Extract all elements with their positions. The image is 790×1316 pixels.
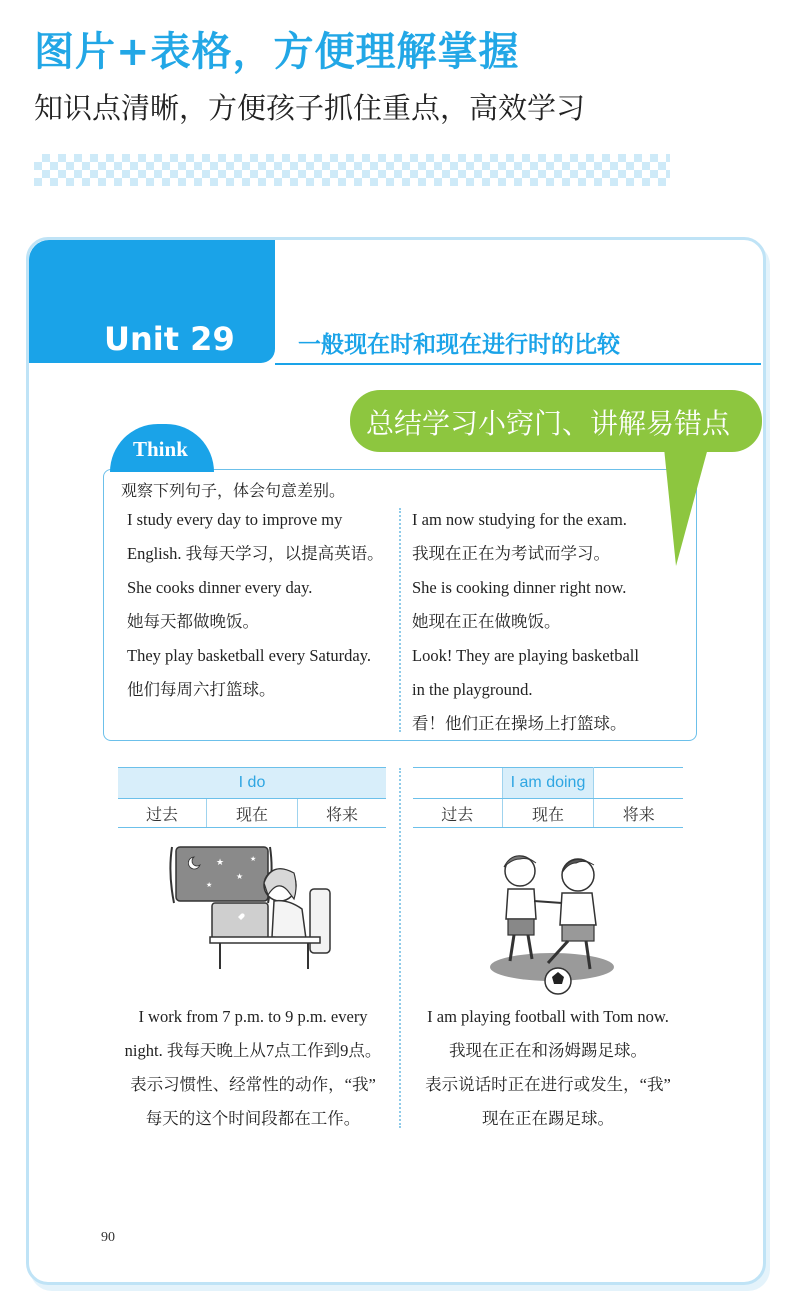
caption-line: 我现在正在和汤姆踢足球。 [449, 1041, 647, 1060]
unit-title: 一般现在时和现在进行时的比较 [298, 332, 620, 358]
svg-text:★: ★ [206, 881, 213, 889]
caption-present-progressive [406, 1000, 690, 1136]
think-left-column [127, 503, 389, 707]
col-past: 过去 [413, 799, 502, 828]
think-right-line: 看！他们正在操场上打篮球。 [412, 714, 627, 733]
caption-line: 表示说话时正在进行或发生，“我” [425, 1075, 671, 1094]
column-divider [399, 768, 401, 1128]
think-right-line: She is cooking dinner right now. [412, 578, 627, 597]
think-right-line: 她现在正在做晚饭。 [412, 612, 561, 631]
table-header: I do [118, 768, 386, 799]
unit-number: Unit 29 [104, 320, 235, 358]
col-present: 现在 [502, 799, 594, 828]
timeline-table-simple [118, 767, 386, 828]
col-future: 将来 [298, 799, 386, 828]
callout-tail [664, 448, 708, 566]
timeline-table-progressive [413, 767, 683, 828]
think-divider [399, 508, 401, 732]
col-past: 过去 [118, 799, 206, 828]
think-left-line: I study every day to improve my [127, 510, 343, 529]
think-right-column [412, 503, 682, 741]
think-instruction: 观察下列句子，体会句意差别。 [121, 483, 346, 500]
unit-underline [275, 363, 761, 365]
caption-line: 表示习惯性、经常性的动作，“我” [130, 1075, 376, 1094]
think-left-line: English. 我每天学习，以提高英语。 [127, 544, 384, 563]
promo-headline: 图片+表格，方便理解掌握 [34, 29, 520, 75]
svg-text:★: ★ [236, 872, 244, 881]
promo-subline: 知识点清晰，方便孩子抓住重点，高效学习 [34, 91, 586, 125]
svg-text:★: ★ [250, 855, 257, 863]
think-label: Think [133, 437, 188, 461]
girl-working-illustration [160, 843, 340, 971]
think-left-line: 他们每周六打篮球。 [127, 680, 276, 699]
think-left-line: She cooks dinner every day. [127, 578, 313, 597]
page-number: 90 [101, 1230, 115, 1245]
caption-line: I am playing football with Tom now. [427, 1007, 669, 1026]
think-right-line: in the playground. [412, 680, 533, 699]
caption-line: 每天的这个时间段都在工作。 [145, 1109, 361, 1128]
col-present: 现在 [206, 799, 297, 828]
think-right-line: 我现在正在为考试而学习。 [412, 544, 610, 563]
caption-line: 现在正在踢足球。 [482, 1109, 614, 1128]
table-header: I am doing [502, 768, 594, 799]
checker-decoration [34, 154, 670, 186]
think-left-line: They play basketball every Saturday. [127, 646, 372, 665]
think-right-line: I am now studying for the exam. [412, 510, 627, 529]
caption-line: night. 我每天晚上从7点工作到9点。 [124, 1041, 382, 1060]
caption-line: I work from 7 p.m. to 9 p.m. every [138, 1007, 368, 1026]
think-right-line: Look! They are playing basketball [412, 646, 639, 665]
callout-text: 总结学习小窍门、讲解易错点 [366, 407, 731, 440]
caption-simple-present [113, 1000, 393, 1136]
svg-text:★: ★ [216, 858, 225, 868]
think-left-line: 她每天都做晚饭。 [127, 612, 259, 631]
boys-football-illustration [478, 845, 624, 997]
col-future: 将来 [594, 799, 683, 828]
